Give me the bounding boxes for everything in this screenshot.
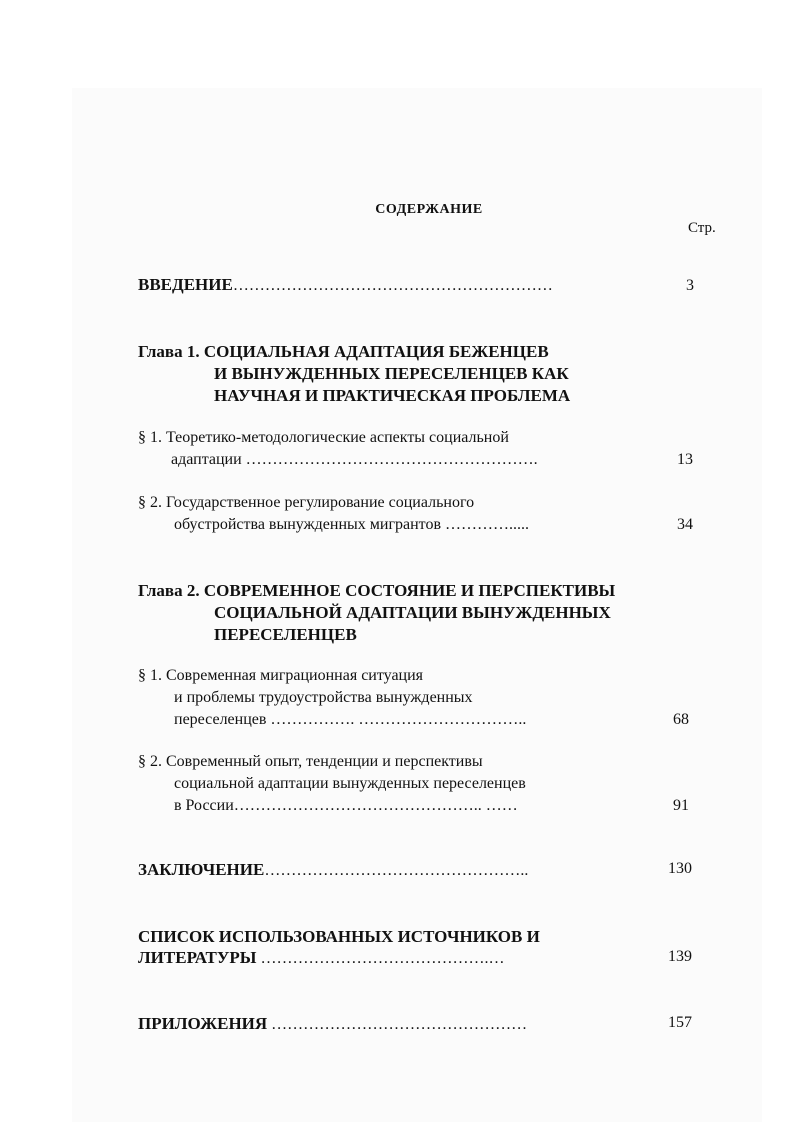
toc-entry-appendix-page: 157: [668, 1014, 692, 1031]
toc-entry-conclusion: [138, 860, 528, 880]
toc-entry-sources-dots: …………………………………….…: [260, 950, 505, 967]
chapter2-section2-line1: § 2. Современный опыт, тенденции и перспективы: [138, 753, 483, 770]
chapter1-title-line2: И ВЫНУЖДЕННЫХ ПЕРЕСЕЛЕНЦЕВ КАК: [214, 364, 569, 383]
chapter1-title-line3: НАУЧНАЯ И ПРАКТИЧЕСКАЯ ПРОБЛЕМА: [214, 386, 571, 405]
toc-entry-sources-page: 139: [668, 948, 692, 965]
toc-entry-intro-label: ВВЕДЕНИЕ: [138, 275, 233, 294]
toc-entry-sources-line2: [138, 948, 504, 968]
toc-entry-sources-line1: СПИСОК ИСПОЛЬЗОВАННЫХ ИСТОЧНИКОВ И: [138, 927, 540, 946]
chapter2-section1-line1: § 1. Современная миграционная ситуация: [138, 667, 424, 684]
chapter1-section2-line2: обустройства вынужденных мигрантов ………….....: [174, 516, 529, 533]
toc-entry-appendix-label: ПРИЛОЖЕНИЯ: [138, 1014, 268, 1033]
chapter1-title-line1: Глава 1. СОЦИАЛЬНАЯ АДАПТАЦИЯ БЕЖЕНЦЕВ: [138, 342, 549, 361]
chapter2-title-line3: ПЕРЕСЕЛЕНЦЕВ: [214, 625, 357, 644]
chapter1-section2-page: 34: [677, 516, 693, 533]
chapter2-section1-line2: и проблемы трудоустройства вынужденных: [174, 689, 473, 706]
chapter2-section1-page: 68: [673, 711, 689, 728]
toc-entry-appendix: [138, 1014, 527, 1034]
toc-title: СОДЕРЖАНИЕ: [375, 202, 483, 217]
chapter1-section1-line1: § 1. Теоретико-методологические аспекты социальной: [138, 429, 509, 446]
toc-entry-conclusion-dots: …………………………………………..: [264, 862, 529, 879]
chapter2-section1-line3: переселенцев ……………. …………………………..: [174, 711, 527, 728]
chapter2-section2-page: 91: [673, 797, 689, 814]
chapter1-section1-line2: адаптации ……………………………………………….: [171, 451, 538, 468]
chapter2-section2-line2: социальной адаптации вынужденных переселенцев: [174, 775, 526, 792]
toc-entry-sources-label: ЛИТЕРАТУРЫ: [138, 948, 257, 967]
chapter1-section2-line1: § 2. Государственное регулирование социального: [138, 494, 475, 511]
toc-entry-conclusion-page: 130: [668, 860, 692, 877]
toc-entry-intro: [138, 275, 553, 295]
page-column-label: Стр.: [688, 220, 716, 236]
chapter2-section2-line3: в России……………………………………….. ……: [174, 797, 518, 814]
chapter1-section1-page: 13: [677, 451, 693, 468]
toc-entry-intro-page: 3: [686, 277, 694, 294]
chapter2-title-line2: СОЦИАЛЬНОЙ АДАПТАЦИИ ВЫНУЖДЕННЫХ: [214, 603, 611, 622]
chapter2-title-line1: Глава 2. СОВРЕМЕННОЕ СОСТОЯНИЕ И ПЕРСПЕКТИВЫ: [138, 581, 616, 600]
toc-entry-conclusion-label: ЗАКЛЮЧЕНИЕ: [138, 860, 265, 879]
toc-entry-intro-dots: ……………………………………………………: [232, 277, 553, 294]
toc-entry-appendix-dots: …………………………………………: [271, 1016, 528, 1033]
